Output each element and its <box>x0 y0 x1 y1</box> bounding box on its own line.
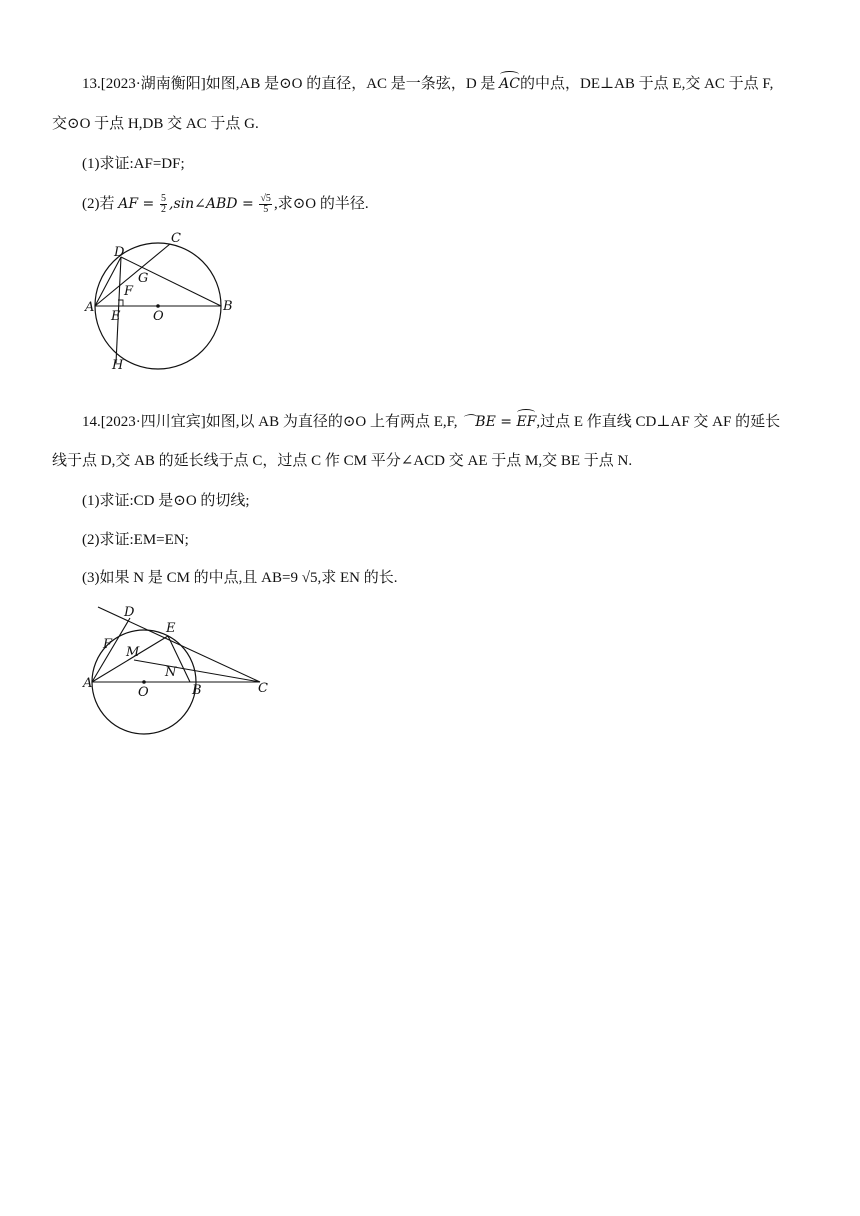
q14-stem-pre: 14.[2023·四川宜宾]如图,以 AB 为直径的⊙O 上有两点 E,F, <box>82 414 462 430</box>
q14-label-f: F <box>103 637 113 652</box>
q14-part3-root: √5 <box>301 570 318 586</box>
q13-sin-label: ,sin∠ABD = <box>169 196 254 212</box>
q13-figure <box>80 226 250 376</box>
q13-stem-line2: 交⊙O 于点 H,DB 交 AC 于点 G. <box>52 116 259 132</box>
q14-label-d: D <box>124 605 135 620</box>
q13-label-e: E <box>111 309 121 324</box>
q14-stem-line2: 线于点 D,交 AB 的延长线于点 C，过点 C 作 CM 平分∠ACD 交 AE 于点 M,交 BE 于点 N. <box>52 453 633 469</box>
q13-af-num: 5 <box>161 193 167 205</box>
q14-label-a: A <box>83 676 93 691</box>
q14-figure <box>80 600 280 735</box>
q13-label-c: C <box>171 231 181 246</box>
q14-label-m: M <box>126 645 140 660</box>
q14-arc-ef: EF <box>516 414 537 430</box>
q13-part2-post: ,求⊙O 的半径. <box>273 196 369 212</box>
q13-sin-den: 5 <box>263 204 269 216</box>
q14-label-e: E <box>166 621 176 636</box>
q14-stem-rest: ,过点 E 作直线 CD⊥AF 交 AF 的延长 <box>536 414 781 430</box>
q14-label-c: C <box>258 681 268 696</box>
q13-label-h: H <box>112 358 124 373</box>
q13-label-b: B <box>223 299 233 314</box>
q13-stem-line1 <box>82 74 773 94</box>
q13-label-d: D <box>114 245 125 260</box>
q13-label-f: F <box>124 284 134 299</box>
q14-arc-be: ⌒BE <box>461 414 496 430</box>
q13-label-o: O <box>153 309 164 324</box>
q14-label-n: N <box>165 665 177 680</box>
q13-arc-ac: AC <box>499 76 520 92</box>
q14-part3-post: ,求 EN 的长. <box>317 570 398 586</box>
q14-stem-line1 <box>82 412 780 432</box>
q14-label-o: O <box>138 685 149 700</box>
q13-af-fraction <box>160 194 167 215</box>
q13-af-label: AF = <box>118 196 155 212</box>
q13-sin-num: √5 <box>260 193 271 205</box>
q13-part1: (1)求证:AF=DF; <box>82 156 185 172</box>
q14-part2: (2)求证:EM=EN; <box>82 532 189 548</box>
q14-label-b: B <box>192 683 202 698</box>
q13-sin-fraction <box>259 194 272 215</box>
q13-label-a: A <box>85 300 95 315</box>
q13-part2 <box>82 194 369 215</box>
q13-label-g: G <box>138 271 149 286</box>
q14-part3 <box>82 568 397 588</box>
q14-part1: (1)求证:CD 是⊙O 的切线; <box>82 493 250 509</box>
q13-stem-rest: 的中点，DE⊥AB 于点 E,交 AC 于点 F, <box>519 76 774 92</box>
q13-af-den: 2 <box>161 204 167 216</box>
q14-part3-pre: (3)如果 N 是 CM 的中点,且 AB=9 <box>82 570 302 586</box>
q13-stem-text: 13.[2023·湖南衡阳]如图,AB 是⊙O 的直径，AC 是一条弦，D 是 <box>82 76 500 92</box>
q13-part2-pre: (2)若 <box>82 196 119 212</box>
q14-equals: = <box>495 414 517 430</box>
